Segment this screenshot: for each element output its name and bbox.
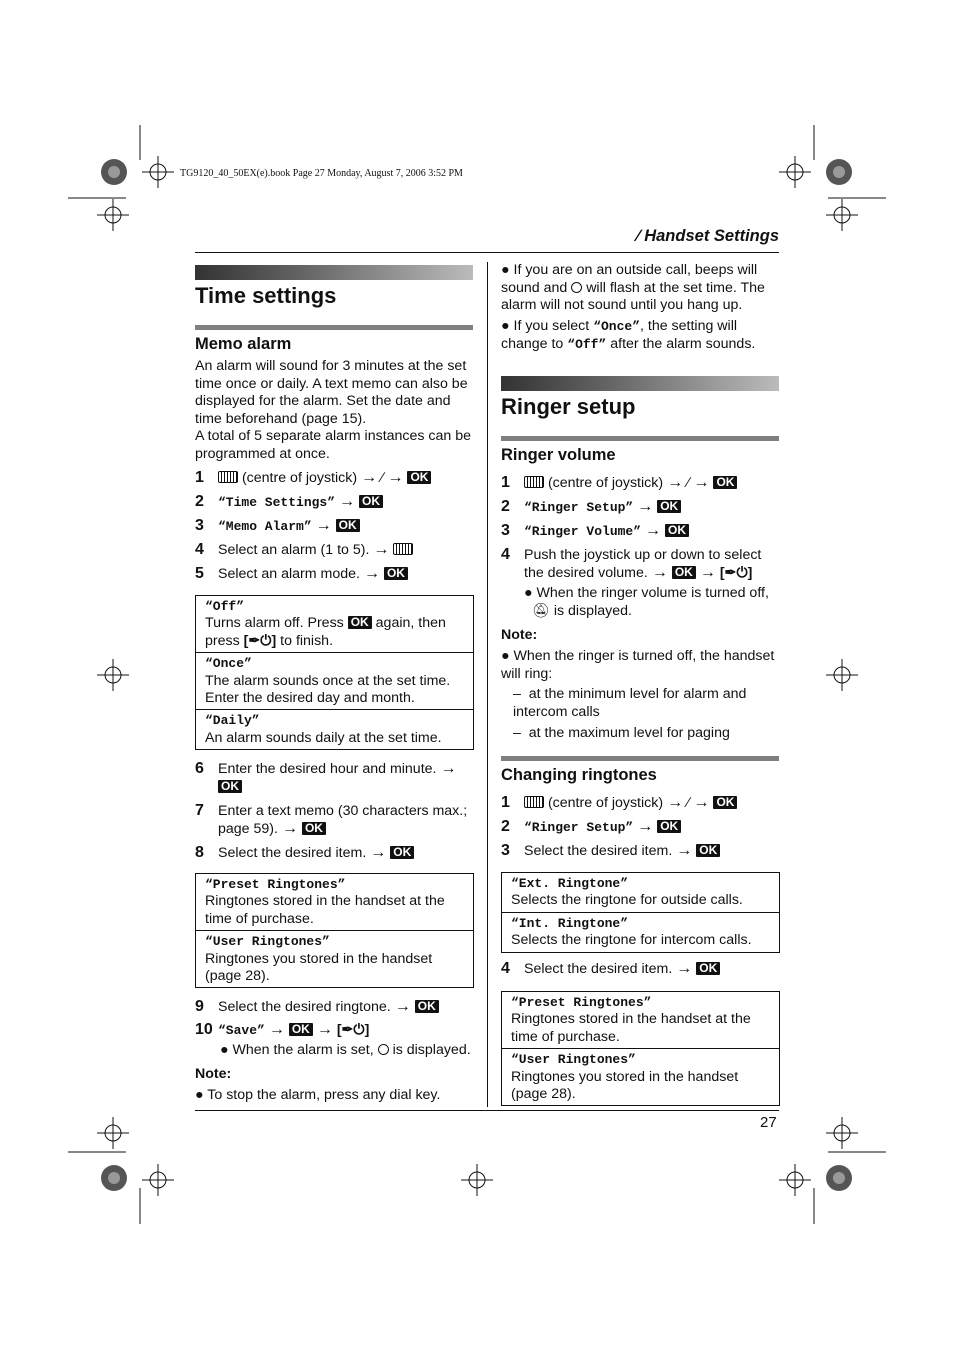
ok-key: OK	[218, 780, 242, 793]
clock-icon	[378, 1044, 389, 1055]
ringer-off-icon: 🔕︎	[531, 602, 550, 619]
step-text: Select the desired item.	[524, 843, 673, 859]
ok-key: OK	[359, 495, 383, 508]
off-key-icon: [✒⏻]	[336, 1022, 370, 1038]
handset-icon: ∕	[687, 795, 690, 811]
ringtone-row	[502, 992, 779, 1049]
step-row: 4 Select the desired item. → OK	[501, 960, 781, 980]
ok-key: OK	[390, 846, 414, 859]
step-text: Select the desired item.	[218, 845, 367, 861]
step-text: “Ringer Volume”	[524, 524, 642, 539]
step-row: 4 Push the joystick up or down to select the desired volume. → OK → [✒⏻]	[501, 546, 762, 581]
off-key-icon: [✒⏻]	[719, 565, 753, 581]
handset-icon: ∕	[381, 470, 384, 486]
step-number: 5	[195, 565, 204, 582]
ok-key: OK	[696, 844, 720, 857]
step-number: 6	[195, 760, 204, 777]
menu-icon	[218, 471, 238, 483]
note-text: ● To stop the alarm, press any dial key.	[195, 1087, 441, 1103]
step-text: “Save”	[218, 1023, 265, 1038]
step-row: 1 (centre of joystick) → ∕ → OK	[195, 469, 475, 489]
handset-icon: ∕	[687, 475, 690, 491]
step-number: 8	[195, 844, 204, 861]
subsection-bar	[501, 436, 779, 441]
type-desc: Selects the ringtone for outside calls.	[511, 892, 743, 909]
subsection-bar	[195, 325, 473, 330]
ok-key: OK	[696, 962, 720, 975]
step-text: “Memo Alarm”	[218, 519, 312, 534]
ok-key: OK	[348, 616, 372, 629]
step-row: 7 Enter a text memo (30 characters max.; page 59). → OK	[195, 802, 468, 837]
mode-code: “Daily”	[205, 713, 260, 729]
step-number: 10	[195, 1021, 213, 1038]
mode-desc: Turns alarm off. Press OK again, then press [✒⏻] to finish.	[205, 615, 446, 649]
alarm-bullet: ● If you are on an outside call, beeps will sound and will flash at the set time. The alarm will not sound until you hang up.	[501, 262, 765, 314]
intro-line-2: A total of 5 separate alarm instances can be programmed at once.	[195, 428, 472, 462]
mode-desc: The alarm sounds once at the set time. Enter the desired day and month.	[205, 672, 451, 707]
ringtone-table	[501, 991, 780, 1106]
step-number: 4	[501, 546, 510, 563]
step-number: 4	[501, 960, 510, 977]
footer-rule	[195, 1110, 779, 1111]
ok-key: OK	[657, 500, 681, 513]
note-text: ● When the ringer is turned off, the handset will ring:	[501, 648, 775, 682]
type-row	[502, 873, 779, 913]
menu-icon	[524, 796, 544, 808]
step-text: Enter the desired hour and minute.	[218, 761, 437, 777]
ok-key: OK	[289, 1023, 313, 1036]
ok-key: OK	[336, 519, 360, 532]
type-desc: Selects the ringtone for intercom calls.	[511, 932, 752, 949]
ringtone-desc: Ringtones you stored in the handset (page 28).	[511, 1068, 739, 1103]
off-key-icon: [✒⏻]	[243, 632, 277, 649]
ringtone-desc: Ringtones stored in the handset at the time of purchase.	[511, 1011, 751, 1045]
ringtone-code: “User Ringtones”	[205, 934, 330, 950]
mode-desc: An alarm sounds daily at the set time.	[205, 729, 442, 746]
ringtone-type-table	[501, 872, 780, 953]
step-number: 7	[195, 802, 204, 819]
header-rule	[195, 252, 779, 253]
step-number: 1	[195, 469, 204, 486]
step-row: 6 Enter the desired hour and minute. → OK	[195, 760, 457, 793]
step-text: “Ringer Setup”	[524, 820, 634, 835]
ok-key: OK	[407, 471, 431, 484]
step-row: 2 “Time Settings” → OK	[195, 493, 475, 513]
mode-row	[196, 596, 473, 653]
mode-code: “Off”	[205, 599, 245, 614]
ringtone-code: “Preset Ringtones”	[511, 995, 652, 1010]
section-header	[637, 227, 779, 246]
ok-key: OK	[302, 822, 326, 835]
ringtone-desc: Ringtones stored in the handset at the time of purchase.	[205, 893, 445, 927]
step-row: 10 “Save” → OK → [✒⏻]	[195, 1021, 370, 1038]
step-row: 1 (centre of joystick) → ∕ → OK	[501, 794, 781, 814]
sub-bullet: ● When the ringer volume is turned off, 🔕︎ is displayed.	[524, 585, 769, 619]
step-text: (centre of joystick)	[547, 475, 664, 491]
step-row: 5 Select an alarm mode. → OK	[195, 565, 475, 585]
subsection-bar	[501, 756, 779, 761]
step-text: Select an alarm mode.	[218, 566, 360, 582]
book-meta: TG9120_40_50EX(e).book Page 27 Monday, August 7, 2006 3:52 PM	[180, 168, 463, 179]
step-number: 2	[501, 818, 510, 835]
step-number: 4	[195, 541, 204, 558]
step-number: 3	[501, 842, 510, 859]
section-title: Ringer setup	[501, 394, 636, 419]
page-number: 27	[760, 1114, 777, 1131]
intro-line: An alarm will sound for 3 minutes at the set time once or daily. A text memo can also be displayed for the alarm. Set the date and time beforehand (page 15).	[195, 358, 468, 427]
step-row: 2 “Ringer Setup” → OK	[501, 818, 781, 838]
column-divider	[487, 262, 488, 1107]
step-number: 2	[195, 493, 204, 510]
ok-key: OK	[657, 820, 681, 833]
ok-key: OK	[672, 566, 696, 579]
step-number: 3	[501, 522, 510, 539]
step-number: 1	[501, 474, 510, 491]
step-text: Select the desired ringtone.	[218, 999, 391, 1015]
ok-key: OK	[713, 476, 737, 489]
step-row: 8 Select the desired item. → OK	[195, 844, 475, 864]
note-dash: – at the minimum level for alarm and intercom calls	[513, 686, 747, 720]
type-code: “Int. Ringtone”	[511, 915, 629, 931]
ringtone-code: “User Ringtones”	[511, 1052, 636, 1068]
clock-icon	[571, 282, 582, 293]
step-row: 9 Select the desired ringtone. → OK	[195, 998, 475, 1018]
step-number: 9	[195, 998, 204, 1015]
section-header-label: Handset Settings	[644, 227, 779, 245]
ok-key: OK	[415, 1000, 439, 1013]
step-number: 2	[501, 498, 510, 515]
intro-text	[195, 358, 475, 464]
step-row: 3 “Ringer Volume” → OK	[501, 522, 781, 542]
ok-key: OK	[665, 524, 689, 537]
note-dash: – at the maximum level for paging	[513, 725, 730, 741]
mode-table	[195, 595, 474, 750]
ringtone-row	[502, 1049, 779, 1105]
step-row: 1 (centre of joystick) → ∕ → OK	[501, 474, 781, 494]
page-title: Time settings	[195, 283, 337, 308]
ok-key: OK	[713, 796, 737, 809]
note-label: Note:	[195, 1066, 232, 1082]
type-row	[502, 913, 779, 952]
step-text: Push the joystick up or down to select the desired volume.	[524, 547, 762, 581]
mode-code: “Once”	[205, 656, 252, 672]
step-text: “Time Settings”	[218, 495, 336, 510]
subsection-heading: Ringer volume	[501, 446, 616, 464]
ringtone-code: “Preset Ringtones”	[205, 877, 346, 892]
step-number: 3	[195, 517, 204, 534]
step-row: 3 Select the desired item. → OK	[501, 842, 781, 862]
step-text: (centre of joystick)	[547, 795, 664, 811]
step-row: 4 Select an alarm (1 to 5). →	[195, 541, 475, 561]
ringtone-row	[196, 874, 473, 931]
menu-icon	[393, 543, 413, 555]
title-bar	[501, 376, 779, 391]
title-bar	[195, 265, 473, 280]
handset-icon: ∕	[636, 227, 640, 245]
step-number: 1	[501, 794, 510, 811]
mode-row	[196, 653, 473, 710]
type-code: “Ext. Ringtone”	[511, 876, 629, 891]
step-text: Select an alarm (1 to 5).	[218, 542, 370, 558]
mode-row	[196, 710, 473, 749]
step-row: 3 “Memo Alarm” → OK	[195, 517, 475, 537]
step-row: 2 “Ringer Setup” → OK	[501, 498, 781, 518]
step-text: (centre of joystick)	[241, 470, 358, 486]
step-text: “Ringer Setup”	[524, 500, 634, 515]
subsection-heading: Memo alarm	[195, 335, 292, 353]
ok-key: OK	[384, 567, 408, 580]
menu-icon	[524, 476, 544, 488]
ringtone-table	[195, 873, 474, 988]
alarm-bullet: ● If you select “Once”, the setting will change to “Off” after the alarm sounds.	[501, 318, 756, 352]
note-label: Note:	[501, 627, 538, 643]
subsection-heading: Changing ringtones	[501, 766, 657, 784]
sub-bullet: ● When the alarm is set, is displayed.	[220, 1042, 471, 1058]
step-text: Select the desired item.	[524, 961, 673, 977]
ringtone-row	[196, 931, 473, 987]
ringtone-desc: Ringtones you stored in the handset (page 28).	[205, 950, 433, 985]
step-text: Enter a text memo (30 characters max.; page 59).	[218, 803, 468, 837]
